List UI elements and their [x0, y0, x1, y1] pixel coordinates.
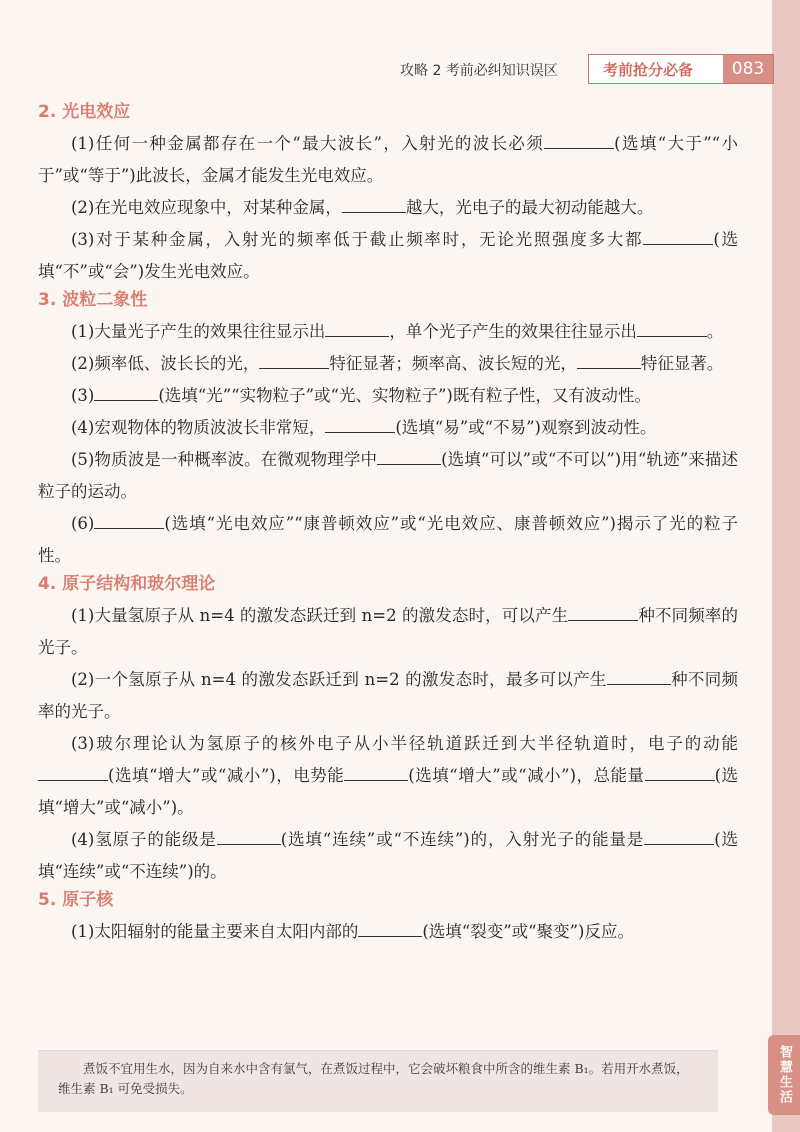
question-text: 越大，光电子的最大初动能越大。 — [405, 198, 654, 217]
main-content — [38, 100, 738, 948]
question-text: (选填“裂变”或“聚变”)反应。 — [422, 922, 634, 941]
question-item — [38, 412, 738, 444]
section-title: 3. 波粒二象性 — [38, 290, 148, 310]
question-item — [38, 444, 738, 508]
question-text: (1)大量光子产生的效果往往显示出 — [71, 322, 326, 341]
question-text: (选填“大于”“小于”或“等于”)此波长，金属才能发生光电效应。 — [38, 134, 738, 185]
question-text: 特征显著；频率高、波长短的光， — [329, 354, 577, 373]
question-text: (3)玻尔理论认为氢原子的核外电子从小半径轨道跃迁到大半径轨道时，电子的动能 — [71, 734, 738, 753]
header-title: 考前抢分必备 — [603, 61, 694, 79]
question-text: (选填“连续”或“不连续”)的，入射光子的能量是 — [280, 830, 645, 849]
question-text: (4)氢原子的能级是 — [71, 830, 217, 849]
question-text: 种不同频率的光子。 — [38, 606, 738, 657]
question-text: (1)任何一种金属都存在一个“最大波长”，入射光的波长必须 — [71, 134, 545, 153]
question-text: (选填“增大”或“减小”)，电势能 — [108, 766, 345, 785]
section-title: 4. 原子结构和玻尔理论 — [38, 574, 216, 594]
answer-blank[interactable] — [358, 918, 422, 937]
header-section: 攻略 2 考前必纠知识误区 — [400, 63, 558, 79]
question-text: (选填“增大”或“减小”)，总能量 — [408, 766, 645, 785]
footer-note: 煮饭不宜用生水，因为自来水中含有氯气，在煮饭过程中，它会破坏粮食中所含的维生素 B₁。若用开水煮饭，维生素 B₁ 可免受损失。 — [38, 1050, 718, 1112]
question-text: (5)物质波是一种概率波。在微观物理学中 — [71, 450, 378, 469]
answer-blank[interactable] — [344, 762, 408, 781]
answer-blank[interactable] — [607, 666, 671, 685]
header-box — [588, 54, 774, 84]
section-title: 5. 原子核 — [38, 890, 114, 910]
question-item — [38, 664, 738, 728]
question-text: (选填“易”或“不易”)观察到波动性。 — [395, 418, 657, 437]
answer-blank[interactable] — [644, 826, 714, 845]
question-text: (选填“不”或“会”)发生光电效应。 — [38, 230, 739, 281]
answer-blank[interactable] — [94, 510, 164, 529]
question-text: (2)在光电效应现象中，对某种金属， — [71, 198, 342, 217]
question-text: 特征显著。 — [640, 354, 724, 373]
answer-blank[interactable] — [544, 130, 614, 149]
question-text: (选填“可以”或“不可以”)用“轨迹”来描述粒子的运动。 — [38, 450, 738, 501]
question-item — [38, 600, 738, 664]
question-item — [38, 316, 738, 348]
section-title: 2. 光电效应 — [38, 102, 131, 122]
answer-blank[interactable] — [645, 762, 715, 781]
question-text: (2)一个氢原子从 n=4 的激发态跃迁到 n=2 的激发态时，最多可以产生 — [71, 670, 607, 689]
question-text: (选填“光”“实物粒子”或“光、实物粒子”)既有粒子性，又有波动性。 — [158, 386, 651, 405]
answer-blank[interactable] — [637, 318, 707, 337]
question-text: (选填“光电效应”“康普顿效应”或“光电效应、康普顿效应”)揭示了光的粒子性。 — [38, 514, 738, 565]
question-text: (6) — [71, 514, 95, 533]
answer-blank[interactable] — [259, 350, 329, 369]
answer-blank[interactable] — [94, 382, 158, 401]
answer-blank[interactable] — [568, 602, 638, 621]
question-item — [38, 380, 738, 412]
question-item — [38, 824, 738, 888]
answer-blank[interactable] — [217, 826, 281, 845]
question-text: (2)频率低、波长长的光， — [71, 354, 260, 373]
question-text: (1)大量氢原子从 n=4 的激发态跃迁到 n=2 的激发态时，可以产生 — [71, 606, 569, 625]
question-item — [38, 508, 738, 572]
question-item — [38, 348, 738, 380]
answer-blank[interactable] — [38, 762, 108, 781]
question-item — [38, 728, 738, 824]
page-header — [400, 54, 772, 84]
question-text: (1)太阳辐射的能量主要来自太阳内部的 — [71, 922, 359, 941]
question-text: (选填“连续”或“不连续”)的。 — [38, 830, 739, 881]
question-text: 。 — [706, 322, 724, 341]
answer-blank[interactable] — [325, 414, 395, 433]
question-text: (3)对于某种金属，入射光的频率低于截止频率时，无论光照强度多大都 — [71, 230, 644, 249]
page-number: 083 — [723, 55, 773, 83]
answer-blank[interactable] — [325, 318, 389, 337]
answer-blank[interactable] — [377, 446, 441, 465]
side-tab: 智慧生活 — [768, 1035, 800, 1115]
question-text: (3) — [71, 386, 95, 405]
question-item — [38, 916, 738, 948]
question-item — [38, 224, 738, 288]
answer-blank[interactable] — [342, 194, 406, 213]
answer-blank[interactable] — [643, 226, 713, 245]
question-item — [38, 128, 738, 192]
question-text: (4)宏观物体的物质波波长非常短， — [71, 418, 326, 437]
question-text: ，单个光子产生的效果往往显示出 — [389, 322, 637, 341]
answer-blank[interactable] — [577, 350, 641, 369]
question-text: 种不同频率的光子。 — [38, 670, 739, 721]
question-text: (选填“增大”或“减小”)。 — [38, 766, 739, 817]
question-item — [38, 192, 738, 224]
